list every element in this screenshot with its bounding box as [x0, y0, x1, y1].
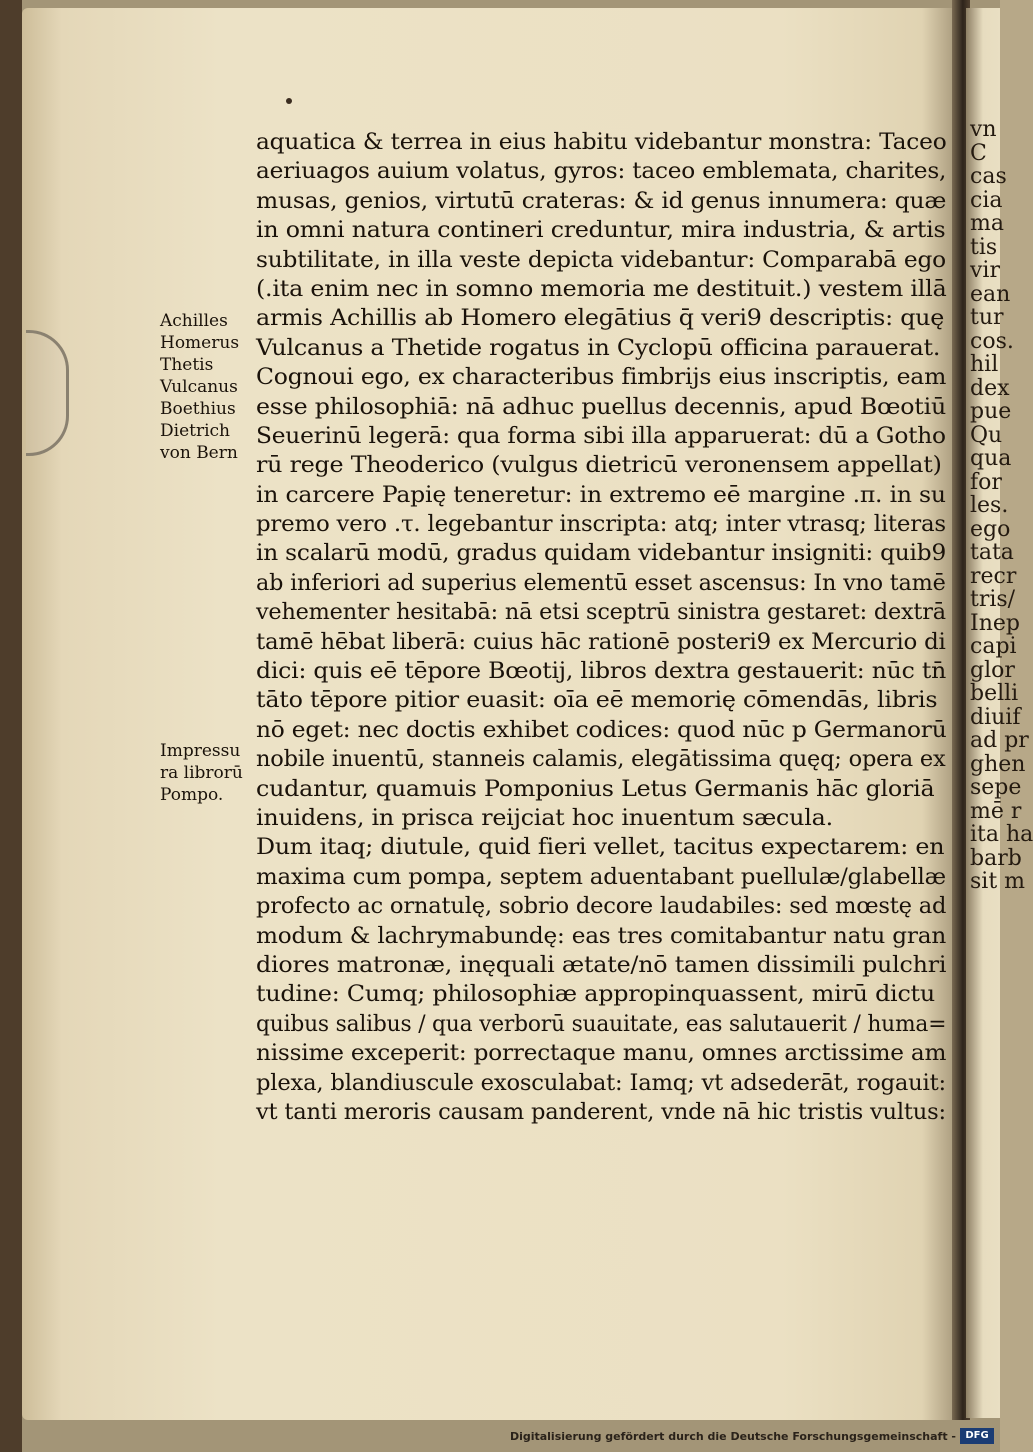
text-line: premo vero .τ. legebantur inscripta: atq; inter vtrasq; literas	[256, 512, 946, 538]
text-line: modum & lachrymabundę: eas tres comitabantur natu gran	[256, 923, 947, 949]
right-page-fragment: ghen	[970, 751, 1026, 777]
text-line: nissime exceperit: porrectaque manu, omnes arctissime am	[256, 1041, 947, 1067]
text-line: tudine: Cumq; philosophiæ appropinquassent, mirū dictu	[256, 982, 935, 1008]
book-cover-edge	[0, 0, 22, 1452]
text-line: in carcere Papię teneretur: in extremo eē margine .π. in su	[256, 482, 946, 508]
right-page-fragment: barb	[970, 845, 1022, 871]
dfg-logo: DFG	[960, 1428, 994, 1444]
marginal-note: Impressu	[160, 741, 241, 761]
right-page-fragment: sepe	[970, 775, 1022, 800]
right-page-fragment: tata	[970, 540, 1014, 565]
digitization-credit: Digitalisierung gefördert durch die Deutsche Forschungsgemeinschaft -	[509, 1430, 956, 1443]
text-line: tamē hēbat liberā: cuius hāc rationē posteri9 ex Mercurio di	[256, 629, 946, 655]
marginal-note: Achilles	[160, 311, 228, 331]
right-page-fragment: Inep	[970, 610, 1020, 636]
text-line: Vulcanus a Thetide rogatus in Cyclopū officina parauerat.	[256, 335, 941, 361]
right-page-fragment: ita ha	[970, 822, 1033, 847]
text-line: nō eget: nec doctis exhibet codices: quod nūc p Germanorū	[256, 717, 947, 743]
text-line: in omni natura contineri creduntur, mira industria, & artis	[256, 218, 946, 244]
right-page-fragment: capi	[970, 634, 1017, 659]
right-page-fragment: ad pr	[970, 728, 1029, 753]
right-page-fragment: Qu	[970, 422, 1003, 448]
right-page-fragment: ego	[970, 516, 1011, 542]
right-page-fragment: belli	[970, 681, 1019, 706]
right-page-fragment: tris/	[970, 587, 1016, 612]
right-page-fragment: tis	[970, 234, 998, 260]
text-line: quibus salibus / qua verborū suauitate, eas salutauerit / huma=	[256, 1011, 947, 1037]
right-page-fragment: ma	[970, 211, 1004, 236]
text-line: in scalarū modū, gradus quidam videbantur insigniti: quib9	[256, 541, 947, 567]
text-line: dici: quis eē tēpore Bœotij, libros dextra gestauerit: nūc tn̄	[256, 659, 947, 685]
right-page-fragment: glor	[970, 657, 1015, 683]
right-page-fragment: C	[970, 140, 987, 166]
text-line: profecto ac ornatulę, sobrio decore laudabiles: sed mœstę ad	[256, 894, 947, 920]
text-line: rū rege Theoderico (vulgus dietricū veronensem appellat)	[256, 453, 942, 479]
text-line: diores matronæ, inęquali ætate/nō tamen dissimili pulchri	[256, 952, 947, 978]
marginal-note: ra librorū	[160, 763, 243, 783]
text-line: subtilitate, in illa veste depicta videbantur: Comparabā ego	[256, 247, 946, 273]
text-line: armis Achillis ab Homero elegātius q̄ veri9 descriptis: quę	[256, 306, 945, 332]
right-page-fragment: mē r	[970, 798, 1022, 824]
right-page-fragment: les.	[970, 493, 1009, 518]
text-line: inuidens, in prisca reijciat hoc inuentum sæcula.	[256, 805, 833, 831]
text-line: esse philosophiā: nā adhuc puellus decennis, apud Bœotiū	[256, 394, 947, 420]
text-line: aquatica & terrea in eius habitu videbantur monstra: Taceo	[256, 130, 947, 155]
text-line: (.ita enim nec in somno memoria me destituit.) vestem illā	[256, 276, 947, 302]
text-line: tāto tēpore pitior euasit: oīa eē memorię cōmendās, libris	[256, 688, 938, 714]
marginal-note: Thetis	[160, 355, 214, 375]
marginal-note: von Bern	[160, 443, 238, 463]
text-line: cudantur, quamuis Pomponius Letus Germanis hāc gloriā	[256, 776, 935, 802]
right-page-fragment: pue	[970, 399, 1012, 424]
right-page-fragment: cas	[970, 164, 1007, 189]
right-page-fragment: qua	[970, 446, 1012, 471]
text-line: Dum itaq; diutule, quid fieri vellet, tacitus expectarem: en	[256, 835, 945, 861]
text-line: vt tanti meroris causam panderent, vnde nā hic tristis vultus:	[256, 1099, 946, 1125]
page-clip-icon	[26, 330, 69, 456]
right-page-fragment: sit m	[970, 869, 1026, 894]
marginal-note: Dietrich	[160, 421, 230, 441]
text-line: aeriuagos auium volatus, gyros: taceo emblemata, charites,	[256, 159, 947, 185]
marginal-note: Pompo.	[160, 785, 224, 805]
right-page-fragment: cia	[970, 187, 1003, 213]
text-line: maxima cum pompa, septem aduentabant puellulæ/glabellæ	[256, 864, 946, 890]
text-line: musas, genios, virtutū crateras: & id genus innumera: quæ	[256, 188, 947, 214]
marginal-notes-bottom	[160, 740, 243, 806]
ink-dot	[286, 98, 292, 104]
text-line: nobile inuentū, stanneis calamis, elegātissima quęq; opera ex	[256, 747, 946, 773]
right-page-fragment: hil	[970, 352, 999, 377]
marginal-note: Homerus	[160, 333, 240, 353]
marginal-notes-top	[160, 310, 239, 464]
right-page-fragment: for	[970, 469, 1002, 495]
right-page-fragment: ean	[970, 281, 1011, 307]
marginal-note: Vulcanus	[160, 377, 238, 397]
text-line: Cognoui ego, ex characteribus fimbrijs eius inscriptis, eam	[256, 365, 947, 391]
right-page-fragment: recr	[970, 563, 1017, 589]
main-text-block	[256, 128, 946, 1127]
marginal-note: Boethius	[160, 399, 236, 419]
text-line: vehementer hesitabā: nā etsi sceptrū sinistra gestaret: dextrā	[256, 600, 946, 626]
right-page-fragment: tur	[970, 305, 1004, 330]
right-page-fragment: vn	[970, 117, 997, 142]
right-page-fragment: diuif	[970, 704, 1021, 730]
right-page-fragment: cos.	[970, 328, 1014, 354]
right-page-fragment: dex	[970, 375, 1010, 401]
text-line: ab inferiori ad superius elementū esset ascensus: In vno tamē	[256, 570, 946, 596]
text-line: plexa, blandiuscule exosculabat: Iamq; vt adsederāt, rogauit:	[256, 1070, 946, 1096]
text-line: Seuerinū legerā: qua forma sibi illa apparuerat: dū a Gotho	[256, 423, 946, 449]
right-page-fragment: vir	[970, 258, 1000, 283]
